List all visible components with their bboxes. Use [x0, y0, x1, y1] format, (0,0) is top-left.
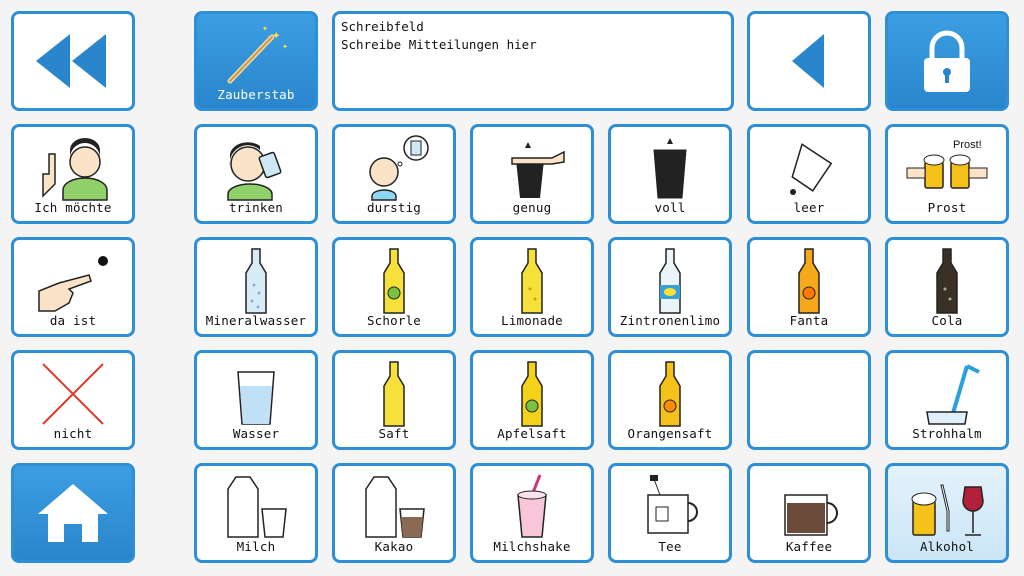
thirsty-person-icon [354, 136, 434, 200]
cocoa-carton-icon [354, 475, 434, 539]
zitronenlimo-tile[interactable] [608, 237, 732, 337]
tile-label: da ist [49, 313, 97, 328]
coffee-cup-icon [769, 475, 849, 539]
orange-soda-bottle-icon [769, 249, 849, 313]
tile-label: genug [512, 200, 552, 215]
tile-label: Cola [931, 313, 963, 328]
schorle-tile[interactable] [332, 237, 456, 337]
tile-label: voll [654, 200, 686, 215]
lemonade-bottle-icon [492, 249, 572, 313]
wasser-tile[interactable] [194, 350, 318, 450]
tile-label: Fanta [789, 313, 829, 328]
full-glass-icon [630, 136, 710, 200]
cola-tile[interactable] [885, 237, 1009, 337]
red-cross-icon [33, 362, 113, 426]
kakao-tile[interactable] [332, 463, 456, 563]
apple-juice-bottle-icon [492, 362, 572, 426]
mineral-water-bottle-icon [216, 249, 296, 313]
beer-toast-icon [907, 136, 987, 200]
orangensaft-tile[interactable] [608, 350, 732, 450]
schorle-bottle-icon [354, 249, 434, 313]
person-drinking-icon [216, 136, 296, 200]
saft-tile[interactable] [332, 350, 456, 450]
tile-label: Zintronenlimo [619, 313, 721, 328]
water-glass-icon [216, 362, 296, 426]
pointing-self-icon [33, 136, 113, 200]
tile-label: Milch [236, 539, 276, 554]
orange-juice-bottle-icon [630, 362, 710, 426]
tile-label: Zauberstab [217, 87, 295, 102]
tile-label: Apfelsaft [497, 426, 567, 441]
milkshake-icon [492, 475, 572, 539]
prost-tile[interactable] [885, 124, 1009, 224]
tile-label: Alkohol [919, 539, 975, 554]
strohhalm-tile[interactable] [885, 350, 1009, 450]
apfelsaft-tile[interactable] [470, 350, 594, 450]
tile-label: Schorle [366, 313, 422, 328]
ich-moechte-tile[interactable] [11, 124, 135, 224]
empty-tile[interactable] [747, 350, 871, 450]
da-ist-tile[interactable] [11, 237, 135, 337]
home-icon [28, 478, 118, 548]
tile-label: Milchshake [493, 539, 571, 554]
message-text-field[interactable] [332, 11, 734, 111]
kaffee-tile[interactable] [747, 463, 871, 563]
lemon-soda-bottle-icon [630, 249, 710, 313]
milchshake-tile[interactable] [470, 463, 594, 563]
tile-label: Kakao [374, 539, 414, 554]
cola-bottle-icon [907, 249, 987, 313]
leer-tile[interactable] [747, 124, 871, 224]
tile-label: Saft [378, 426, 410, 441]
svg-text:✦: ✦ [272, 27, 281, 43]
voll-tile[interactable] [608, 124, 732, 224]
alcoholic-drinks-icon [907, 475, 987, 539]
tile-label: Tee [658, 539, 682, 554]
milch-tile[interactable] [194, 463, 318, 563]
svg-text:✦: ✦ [262, 23, 269, 34]
hand-over-glass-icon [492, 136, 572, 200]
magic-wand-icon [216, 23, 296, 87]
juice-bottle-icon [354, 362, 434, 426]
zauberstab-button[interactable] [194, 11, 318, 111]
tile-label: Ich möchte [34, 200, 112, 215]
alkohol-tile[interactable] [885, 463, 1009, 563]
text-field-placeholder: Schreibe Mitteilungen hier [341, 37, 537, 52]
genug-tile[interactable] [470, 124, 594, 224]
tee-tile[interactable] [608, 463, 732, 563]
fanta-tile[interactable] [747, 237, 871, 337]
prost-sign-text: Prost! [953, 139, 982, 151]
tile-label: durstig [366, 200, 422, 215]
left-arrow-icon [764, 26, 854, 96]
tile-label: Kaffee [785, 539, 833, 554]
tile-label: nicht [53, 426, 93, 441]
svg-text:✦: ✦ [282, 41, 289, 52]
tile-label: leer [793, 200, 825, 215]
pointing-hand-icon [33, 249, 113, 313]
double-left-arrow-icon [28, 26, 118, 96]
backspace-button[interactable] [747, 11, 871, 111]
tile-label: Prost [927, 200, 967, 215]
text-field-title: Schreibfeld [341, 19, 424, 34]
empty-glass-icon [769, 136, 849, 200]
back-to-start-button[interactable] [11, 11, 135, 111]
tile-label: Strohhalm [912, 426, 982, 441]
straw-glass-icon [907, 362, 987, 426]
tile-label: Orangensaft [627, 426, 713, 441]
nicht-tile[interactable] [11, 350, 135, 450]
home-button[interactable] [11, 463, 135, 563]
limonade-tile[interactable] [470, 237, 594, 337]
tile-label: Mineralwasser [205, 313, 307, 328]
trinken-tile[interactable] [194, 124, 318, 224]
tile-label: trinken [228, 200, 284, 215]
lock-button[interactable] [885, 11, 1009, 111]
tea-cup-icon [630, 475, 710, 539]
tile-label: Limonade [501, 313, 563, 328]
tile-label: Wasser [232, 426, 280, 441]
durstig-tile[interactable] [332, 124, 456, 224]
milk-carton-icon [216, 475, 296, 539]
mineralwasser-tile[interactable] [194, 237, 318, 337]
lock-icon [902, 26, 992, 96]
